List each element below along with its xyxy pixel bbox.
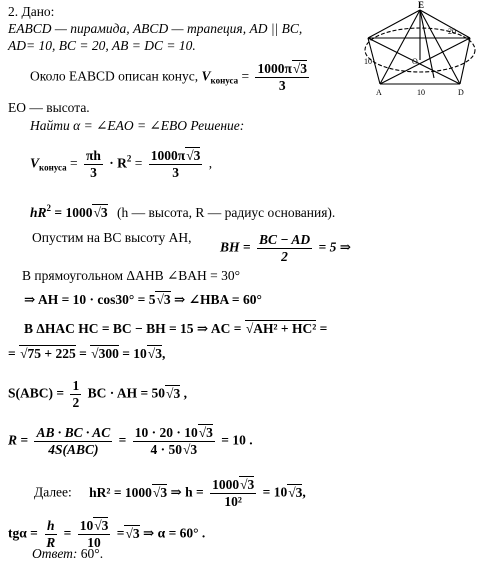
- given-line-2: AD= 10, BC = 20, AB = DC = 10.: [8, 38, 196, 53]
- figure-label-a: A: [376, 88, 382, 97]
- figure-label-20: 20: [448, 27, 456, 36]
- hr-line: $hR^2 = 1000√$ 3 (h — высота, R — радиус основания).: [30, 200, 335, 221]
- figure-label-o: O: [412, 57, 418, 66]
- ah-line: ⇒ AH = 10 · cos30° = 5√ 3 ⇒ ∠HBA = 60°: [24, 292, 262, 308]
- answer-line: Ответ: 60°.: [32, 546, 104, 561]
- given-line-1: EABCD — пирамида, ABCD — трапеция, AD || BC,: [8, 21, 303, 36]
- area-line: S(ABC) = $\frac{1}{2}$ BC · AH = 50√ 3 ,: [8, 378, 187, 411]
- figure-label-d: D: [458, 88, 464, 97]
- figure-label-10-bottom: 10: [417, 88, 425, 97]
- rect-line: В прямоугольном ΔAHB ∠BAH = 30°: [22, 268, 241, 283]
- find-line: Найти α = ∠EAO = ∠EBO Решение:: [30, 118, 245, 133]
- eo-line: EO — высота.: [8, 100, 90, 115]
- hac-line: В ΔHAC HC = BC − BH = 15 ⇒ AC = √ AH² + HC² =: [24, 321, 327, 337]
- radius-line: R = $\frac{AB \cdot BC \cdot AC}{\text{4S(ABC)}}$ = $\frac{10 \cdot 20 \cdot 10√ 3}{4 \cdot 50√ 3}$ = 10 .: [8, 425, 253, 458]
- cone-fraction: $\frac{1000\pi√ 3}{3}$: [255, 61, 309, 94]
- drop-line: Опустим на BC высоту AH,: [32, 230, 192, 245]
- figure-label-e: E: [418, 0, 425, 10]
- bh-formula: BH = $\frac{BC - AD}{2}$ = 5 ⇒: [220, 232, 352, 264]
- sqrt-line: = √ 75 + 225 = √ 300 = 10√ 3,: [8, 346, 165, 362]
- cone-line: Около EABCD описан конус, $V_{конуса}$ = $\frac{1000\pi√ 3}{3}$: [30, 61, 312, 94]
- pyramid-figure: [362, 0, 480, 100]
- problem-number: 2. Дано:: [8, 4, 55, 19]
- next-line: Далее: hR² = 1000√ 3 ⇒ h = $\frac{1000√ 3}{\text{10²}}$ = 10√ 3,: [34, 477, 306, 510]
- figure-label-10-left: 10: [364, 57, 372, 66]
- tan-line: tgα = $\frac{h}{R}$ = $\frac{10√ 3}{10}$ =√ 3 ⇒ α = 60° .: [8, 518, 205, 551]
- volume-formula: $V_{конуса}$ = $\frac{\pi h}{3}$ · $R^2$ = $\frac{1000\pi√ 3}{3}$ ,: [30, 148, 212, 181]
